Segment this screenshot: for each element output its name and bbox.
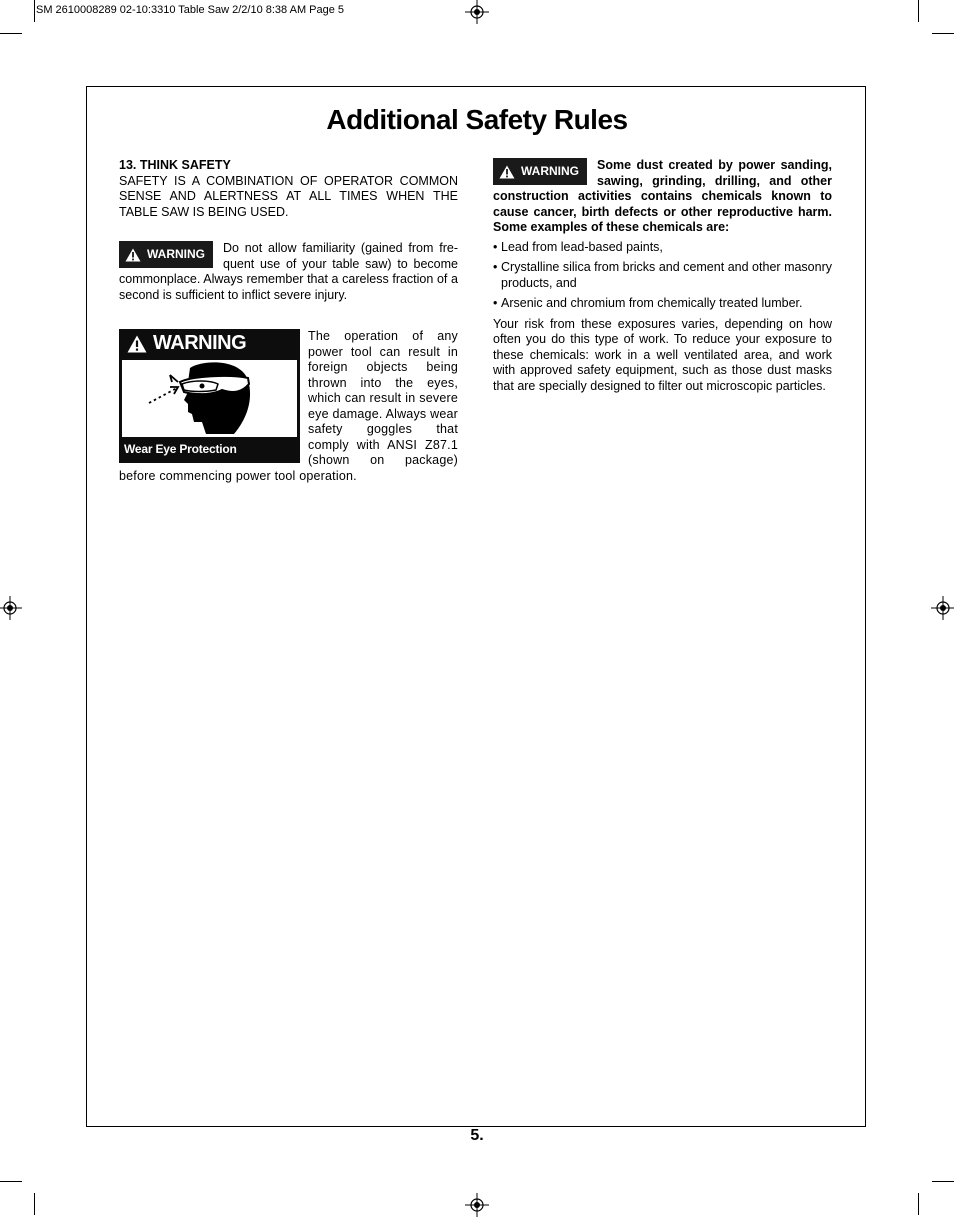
list-item (493, 260, 832, 291)
bullet: • (493, 296, 498, 310)
crop-mark (34, 1193, 35, 1215)
page-number: 5. (470, 1127, 484, 1144)
eye-label-caption: Wear Eye Protection (124, 442, 237, 456)
chemical-list (493, 240, 832, 312)
crop-mark (918, 0, 919, 22)
familiarity-warning-text: Do not allow familiarity (gained from fre-quent use of your table saw) to become commonplace. Always remember that a careless fraction of a second is sufficient to inflict severe injury. (119, 241, 458, 302)
dust-warning-text: Some dust created by power sanding, sawing, grinding, drilling, and other construction activities contains chemicals known to cause cancer, birth defects or other reproductive harm. Some examples of these chemicals are: (493, 158, 832, 234)
warning-badge-label: WARNING (147, 247, 205, 261)
eye-protection-label (119, 329, 300, 463)
bullet: • (493, 239, 498, 254)
safety-goggles-icon (122, 360, 297, 437)
registration-mark-icon (465, 1193, 489, 1217)
section-heading: 13. THINK SAFETY (119, 158, 231, 172)
crop-mark (0, 33, 22, 34)
registration-mark-icon (465, 0, 489, 24)
eye-label-header (127, 331, 246, 357)
list-item-text: Crystalline silica from bricks and cement and other masonry products, and (501, 260, 832, 290)
warning-badge (119, 241, 213, 268)
think-safety-text: SAFETY IS A COMBINATION OF OPERATOR COMMON SENSE AND ALERTNESS AT ALL TIMES WHEN THE TABLE SAW IS BEING USED. (119, 173, 458, 219)
exposure-advice-text: Your risk from these exposures varies, depending on how often you do this type of work. To reduce your exposure to these chemicals: work in a well ventilated area, and work with approved safety equipment, such as those dust masks that are specially designed to filter out microscopic particles. (493, 316, 832, 393)
familiarity-warning (119, 241, 458, 303)
warning-triangle-icon (125, 248, 141, 262)
warning-triangle-icon (499, 165, 515, 179)
dust-warning (493, 158, 832, 236)
crop-mark (932, 1181, 954, 1182)
crop-mark (918, 1193, 919, 1215)
bullet: • (493, 260, 498, 274)
list-item (493, 240, 832, 256)
list-item-text: Lead from lead-based paints, (501, 239, 663, 254)
warning-badge (493, 158, 587, 185)
warning-triangle-icon (127, 335, 147, 353)
right-column (493, 158, 832, 394)
crop-mark (932, 33, 954, 34)
list-item-text: Arsenic and chromium from chemically treated lumber. (501, 296, 803, 310)
registration-mark-icon (931, 596, 954, 620)
print-slug: SM 2610008289 02-10:3310 Table Saw 2/2/10 8:38 AM Page 5 (36, 4, 345, 16)
page-title: Additional Safety Rules (326, 104, 628, 135)
eye-protection-warning (119, 329, 458, 484)
list-item (493, 296, 832, 312)
eye-label-title: WARNING (153, 332, 247, 355)
left-column (119, 158, 458, 484)
crop-mark (34, 0, 35, 22)
warning-badge-label: WARNING (521, 164, 579, 178)
registration-mark-icon (0, 596, 22, 620)
crop-mark (0, 1181, 22, 1182)
eye-protection-text: The operation of any power tool can result in foreign objects being thrown into the eyes, which can result in severe eye damage. Always wear safety goggles that comply with ANSI Z87.1 (shown on package) before commencing power tool operation. (119, 329, 458, 483)
